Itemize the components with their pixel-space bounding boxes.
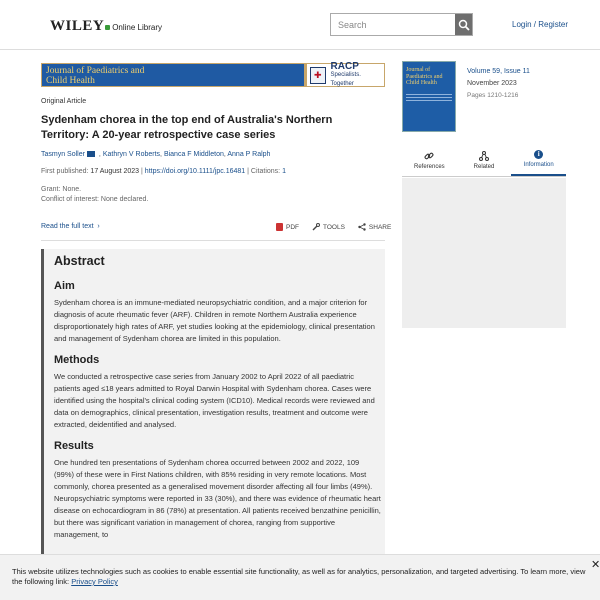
page-range: Pages 1210-1216	[467, 92, 519, 99]
section-heading-aim: Aim	[54, 280, 75, 292]
pdf-button[interactable]	[276, 223, 299, 231]
read-full-text-label: Read the full text	[41, 223, 94, 230]
tab-related-label: Related	[473, 163, 495, 170]
site-header	[0, 0, 600, 50]
cover-title-line3: Child Health	[406, 80, 437, 86]
author-link[interactable]: Bianca F Middleton	[163, 151, 224, 158]
section-heading-results: Results	[54, 440, 94, 452]
tab-information-label: Information	[523, 162, 554, 168]
info-icon: i	[534, 150, 543, 159]
first-published-label: First published:	[41, 168, 89, 175]
close-icon[interactable]: ✕	[591, 559, 600, 571]
cookie-banner	[0, 554, 600, 600]
share-button[interactable]	[358, 223, 391, 231]
email-icon[interactable]	[87, 151, 95, 157]
login-register-link[interactable]: Login / Register	[512, 20, 569, 29]
logo-wiley-text: WILEY	[50, 18, 105, 34]
racp-name: RACP	[330, 60, 359, 72]
section-heading-methods: Methods	[54, 354, 100, 366]
cover-title-line1: Journal of	[406, 67, 431, 73]
cover-title	[403, 62, 455, 92]
search-button[interactable]	[455, 14, 472, 35]
publication-info: First published: 17 August 2023 | https://doi.org/10.1111/jpc.16481 | Citations: 1	[41, 168, 286, 175]
cookie-text: This website utilizes technologies such as cookies to enable essential site functionality, as well as for analytics, personalization, and targeted advertising. To learn more, view the following link:	[12, 567, 586, 586]
information-panel	[402, 178, 566, 328]
tab-references-label: References	[413, 163, 445, 170]
cookie-message	[12, 567, 586, 587]
citations-count[interactable]: 1	[282, 168, 286, 175]
first-published-date: 17 August 2023	[90, 168, 140, 175]
wrench-icon	[312, 223, 320, 231]
section-text-results: One hundred ten presentations of Sydenham chorea occurred between 2002 and 2022, 109 (99%) of these were in First Nations children, with 85% residing in very remote locations. Most commonly, chorea presented as a generalised movement disorder affecting all four limbs (49%). Neuropsychiatric symptoms were reported in 33 (30%), and there was evidence of rheumatic heart disease on echocardiogram in 86 (78%) at presentation. All patients received benzathine penicillin, but there was significant variation in management of chorea, ranging from supportive management, to	[54, 458, 381, 539]
tab-related[interactable]	[457, 144, 512, 176]
journal-banner-line2: Child Health	[46, 76, 95, 86]
tools-button[interactable]	[312, 223, 345, 231]
sidebar-tabs	[402, 144, 566, 177]
journal-banner-title	[42, 64, 304, 86]
conflict-text: Conflict of interest: None declared.	[41, 196, 149, 203]
divider	[41, 240, 385, 241]
pdf-label: PDF	[286, 223, 299, 231]
grant-text: Grant: None.	[41, 186, 82, 193]
tab-references[interactable]	[402, 144, 457, 176]
doi-link[interactable]: https://doi.org/10.1111/jpc.16481	[144, 168, 246, 175]
logo-online-library-text: Online Library	[112, 23, 162, 32]
article-tools	[276, 223, 391, 231]
section-text-aim: Sydenham chorea is an immune-mediated neuropsychiatric condition, and a major criterion for diagnosis of acute rheumatic fever (ARF). Children in remote Northern Australia experience disproportionately high rates of ARF, yet studies looking at the epidemiology, clinical presentation and management of Sydenham chorea are limited in this population.	[54, 298, 375, 343]
section-text-methods: We conducted a retrospective case series from January 2002 to April 2022 of all paediatric patients aged ≤18 years admitted to Royal Darwin Hospital with Sydenham chorea. Cases were identified using the hospital's clinical coding system (ICD10). Medical records were reviewed and data on demographics, clinical presentation, investigation results, treatment and outcome were extracted, deidentified and analysed.	[54, 372, 375, 429]
author-link[interactable]: Anna P Ralph	[227, 151, 271, 158]
journal-cover-image[interactable]	[402, 61, 456, 132]
chevron-right-icon: ›	[95, 223, 100, 230]
issue-month: November 2023	[467, 80, 517, 87]
racp-crest-icon: ✚	[310, 67, 326, 84]
abstract-heading: Abstract	[54, 254, 105, 268]
article-title: Sydenham chorea in the top end of Australia's Northern Territory: A 20-year retrospective case series	[41, 114, 333, 141]
cover-title-line2: Paediatrics and	[406, 73, 443, 80]
author-link[interactable]: Tasmyn Soller	[41, 151, 85, 158]
tab-information[interactable]	[511, 144, 566, 176]
citations-label: Citations:	[250, 168, 281, 175]
privacy-policy-link[interactable]: Privacy Policy	[71, 577, 118, 586]
abstract-accent-bar	[41, 249, 44, 579]
pdf-icon	[276, 223, 283, 231]
link-icon	[424, 151, 434, 161]
racp-logo	[307, 60, 384, 87]
article-type: Original Article	[41, 98, 87, 105]
cover-decoration	[406, 100, 452, 101]
author-link[interactable]: Kathryn V Roberts	[102, 151, 161, 158]
abstract-section	[41, 249, 385, 579]
wiley-logo[interactable]	[50, 18, 162, 35]
volume-issue-link[interactable]: Volume 59, Issue 11	[467, 68, 530, 75]
tools-label: TOOLS	[323, 223, 345, 231]
search-box	[330, 13, 473, 36]
search-icon	[458, 19, 470, 31]
journal-banner[interactable]	[41, 60, 385, 87]
share-icon	[358, 223, 366, 231]
share-label: SHARE	[368, 223, 392, 231]
cover-decoration	[406, 97, 452, 98]
cover-decoration	[406, 94, 452, 95]
funding-info	[41, 185, 148, 205]
logo-dot-icon	[105, 25, 110, 30]
read-full-text-link[interactable]	[41, 223, 100, 230]
author-list: Tasmyn Soller , Kathryn V Roberts, Bianca F Middleton, Anna P Ralph	[41, 151, 271, 158]
search-input[interactable]	[331, 14, 455, 35]
journal-banner-line1: Journal of Paediatrics and	[46, 66, 145, 76]
racp-tagline: Specialists. Together	[330, 71, 361, 87]
network-icon	[479, 151, 489, 161]
